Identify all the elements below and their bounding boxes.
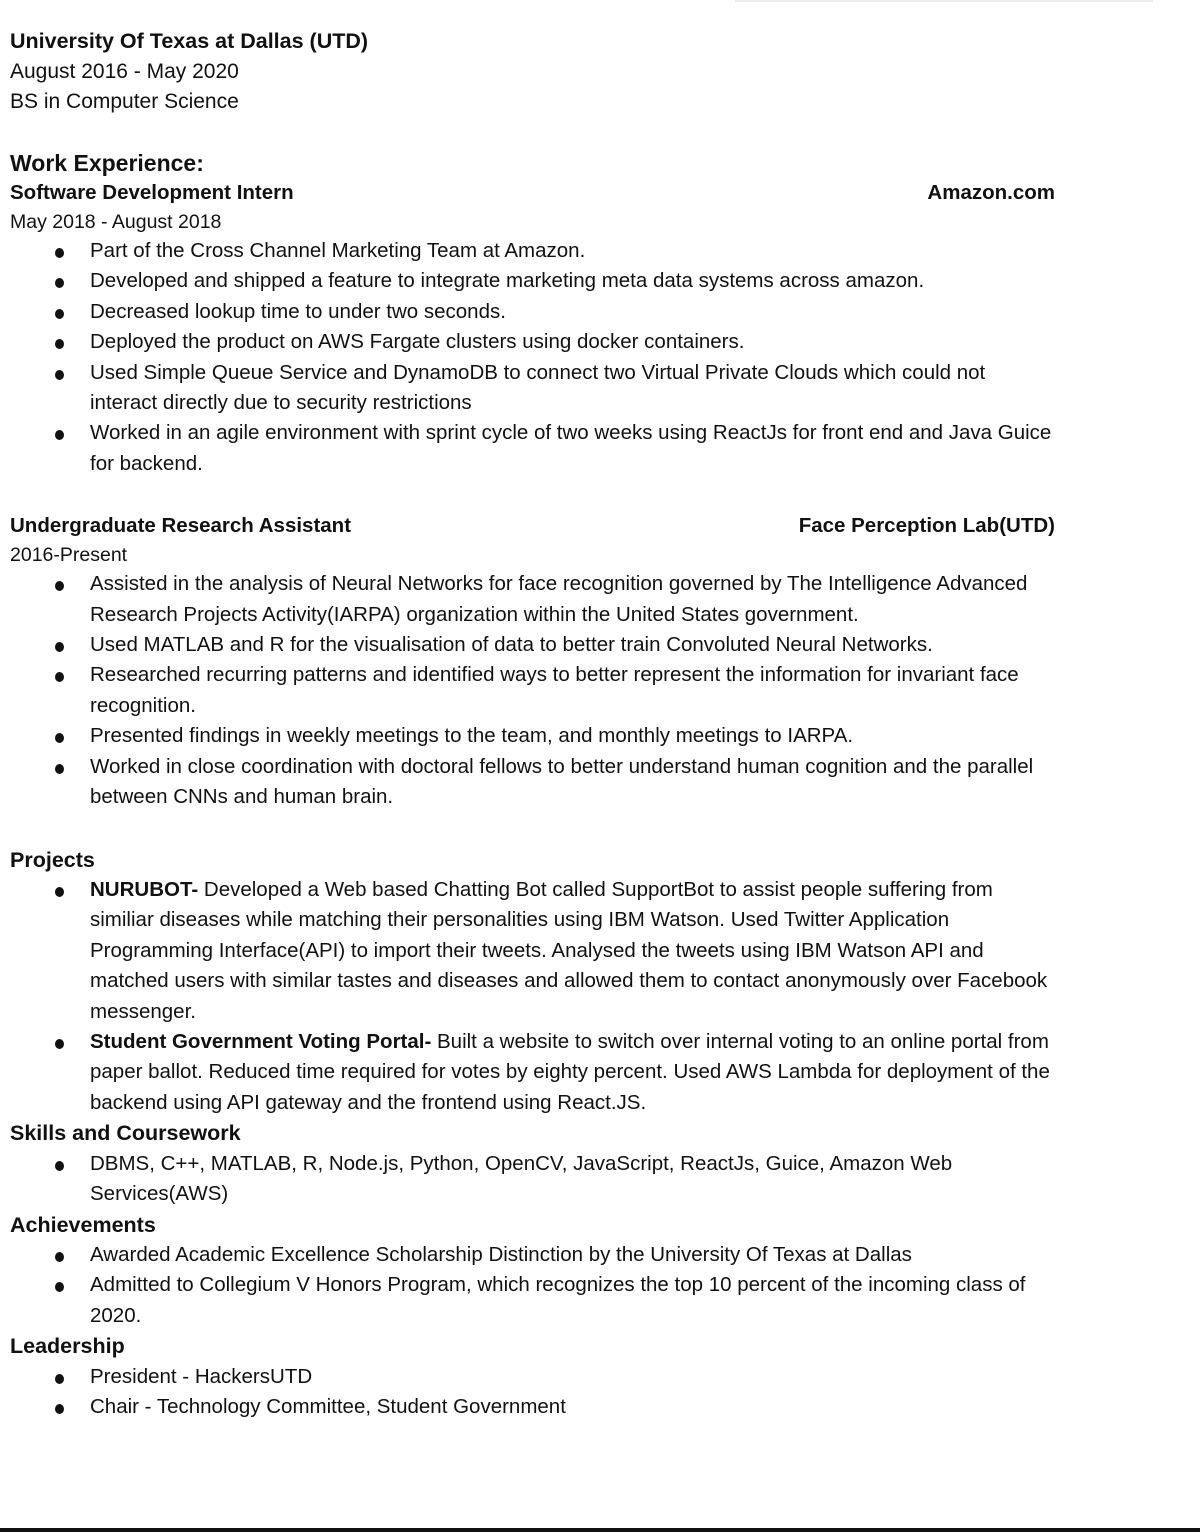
resume-page xyxy=(10,26,1055,1423)
bullet-icon xyxy=(55,1282,64,1292)
list-item: DBMS, C++, MATLAB, R, Node.js, Python, OpenCV, JavaScript, ReactJs, Guice, Amazon Web Services(AWS) xyxy=(90,1149,1055,1210)
bullet-icon xyxy=(55,672,64,682)
project-name: Student Government Voting Portal- xyxy=(90,1030,432,1054)
projects-heading: Projects xyxy=(10,847,95,872)
list-item: Assisted in the analysis of Neural Networks for face recognition governed by The Intelligence Advanced Research Projects Activity(IARPA) organization within the United States government. xyxy=(90,569,1055,630)
list-item: Researched recurring patterns and identified ways to better represent the information for invariant face recognition. xyxy=(90,660,1055,721)
list-item: Admitted to Collegium V Honors Program, which recognizes the top 10 percent of the incoming class of 2020. xyxy=(90,1270,1055,1331)
leadership-list xyxy=(10,1362,1055,1423)
job-company: Amazon.com xyxy=(927,181,1055,204)
bullet-icon xyxy=(55,764,64,774)
projects-section xyxy=(10,845,1055,1119)
bullet-icon xyxy=(55,309,64,319)
skills-heading: Skills and Coursework xyxy=(10,1121,241,1146)
bullet-icon xyxy=(55,887,64,897)
bullet-icon xyxy=(55,1252,64,1262)
degree: BS in Computer Science xyxy=(10,90,239,113)
list-item: Used MATLAB and R for the visualisation of data to better train Convoluted Neural Networks. xyxy=(90,630,1055,660)
job-entry xyxy=(10,511,1055,812)
achievements-section xyxy=(10,1210,1055,1332)
job-title: Undergraduate Research Assistant xyxy=(10,514,352,538)
skills-section xyxy=(10,1118,1055,1209)
list-item: Worked in close coordination with doctoral fellows to better understand human cognition and the parallel between CNNs and human brain. xyxy=(90,752,1055,813)
education-section xyxy=(10,26,1055,118)
bullet-icon xyxy=(55,642,64,652)
list-item: Worked in an agile environment with sprint cycle of two weeks using ReactJs for front end and Java Guice for backend. xyxy=(90,418,1055,479)
job-company: Face Perception Lab(UTD) xyxy=(798,514,1055,538)
bullet-icon xyxy=(55,1404,64,1414)
skills-list xyxy=(10,1149,1055,1210)
bullet-icon xyxy=(55,1374,64,1384)
job-dates: 2016-Present xyxy=(10,544,128,567)
list-item: Chair - Technology Committee, Student Government xyxy=(90,1392,1055,1422)
top-edge-divider xyxy=(735,0,1153,2)
list-item: President - HackersUTD xyxy=(90,1362,1055,1392)
bullet-icon xyxy=(55,430,64,440)
work-experience-heading: Work Experience: xyxy=(10,149,204,176)
list-item: Decreased lookup time to under two seconds. xyxy=(90,297,1055,327)
list-item: Part of the Cross Channel Marketing Team at Amazon. xyxy=(90,236,1055,266)
project-name: NURUBOT- xyxy=(90,878,199,901)
job-bullets xyxy=(10,236,1055,479)
bullet-icon xyxy=(55,248,64,258)
bullet-icon xyxy=(55,370,64,380)
job-title: Software Development Intern xyxy=(10,181,294,204)
bullet-icon xyxy=(55,278,64,288)
job-dates: May 2018 - August 2018 xyxy=(10,211,222,233)
achievements-heading: Achievements xyxy=(10,1212,156,1237)
leadership-heading: Leadership xyxy=(10,1334,125,1359)
list-item xyxy=(90,1027,1055,1118)
bullet-icon xyxy=(55,733,64,743)
bullet-icon xyxy=(55,339,64,349)
list-item xyxy=(90,875,1055,1027)
projects-list xyxy=(10,875,1055,1118)
list-item: Deployed the product on AWS Fargate clusters using docker containers. xyxy=(90,327,1055,357)
leadership-section xyxy=(10,1331,1055,1422)
bullet-icon xyxy=(55,581,64,591)
job-entry xyxy=(10,178,1055,479)
bottom-edge-bar xyxy=(0,1528,1200,1532)
list-item: Presented findings in weekly meetings to the team, and monthly meetings to IARPA. xyxy=(90,721,1055,751)
work-experience-section xyxy=(10,148,1055,813)
project-description: Built a website to switch over internal voting to an online portal from paper ballot. Reduced time required for votes by eighty percent. Used AWS Lambda for deployment of the backend using API gateway and the frontend using React.JS. xyxy=(90,1030,1050,1114)
bullet-icon xyxy=(55,1161,64,1171)
achievements-list xyxy=(10,1240,1055,1331)
project-description: Developed a Web based Chatting Bot called SupportBot to assist people suffering from similiar diseases while matching their personalities using IBM Watson. Used Twitter Application Programming Interface(API) to import their tweets. Analysed the tweets using IBM Watson API and matched users with similar tastes and diseases and allowed them to contact anonymously over Facebook messenger. xyxy=(90,878,1048,1023)
job-bullets xyxy=(10,569,1055,812)
list-item: Awarded Academic Excellence Scholarship Distinction by the University Of Texas at Dallas xyxy=(90,1240,1055,1270)
bullet-icon xyxy=(55,1039,64,1049)
education-dates: August 2016 - May 2020 xyxy=(10,59,239,83)
list-item: Developed and shipped a feature to integrate marketing meta data systems across amazon. xyxy=(90,266,1055,296)
school-name: University Of Texas at Dallas (UTD) xyxy=(10,29,369,53)
list-item: Used Simple Queue Service and DynamoDB to connect two Virtual Private Clouds which could not interact directly due to security restrictions xyxy=(90,358,1055,419)
